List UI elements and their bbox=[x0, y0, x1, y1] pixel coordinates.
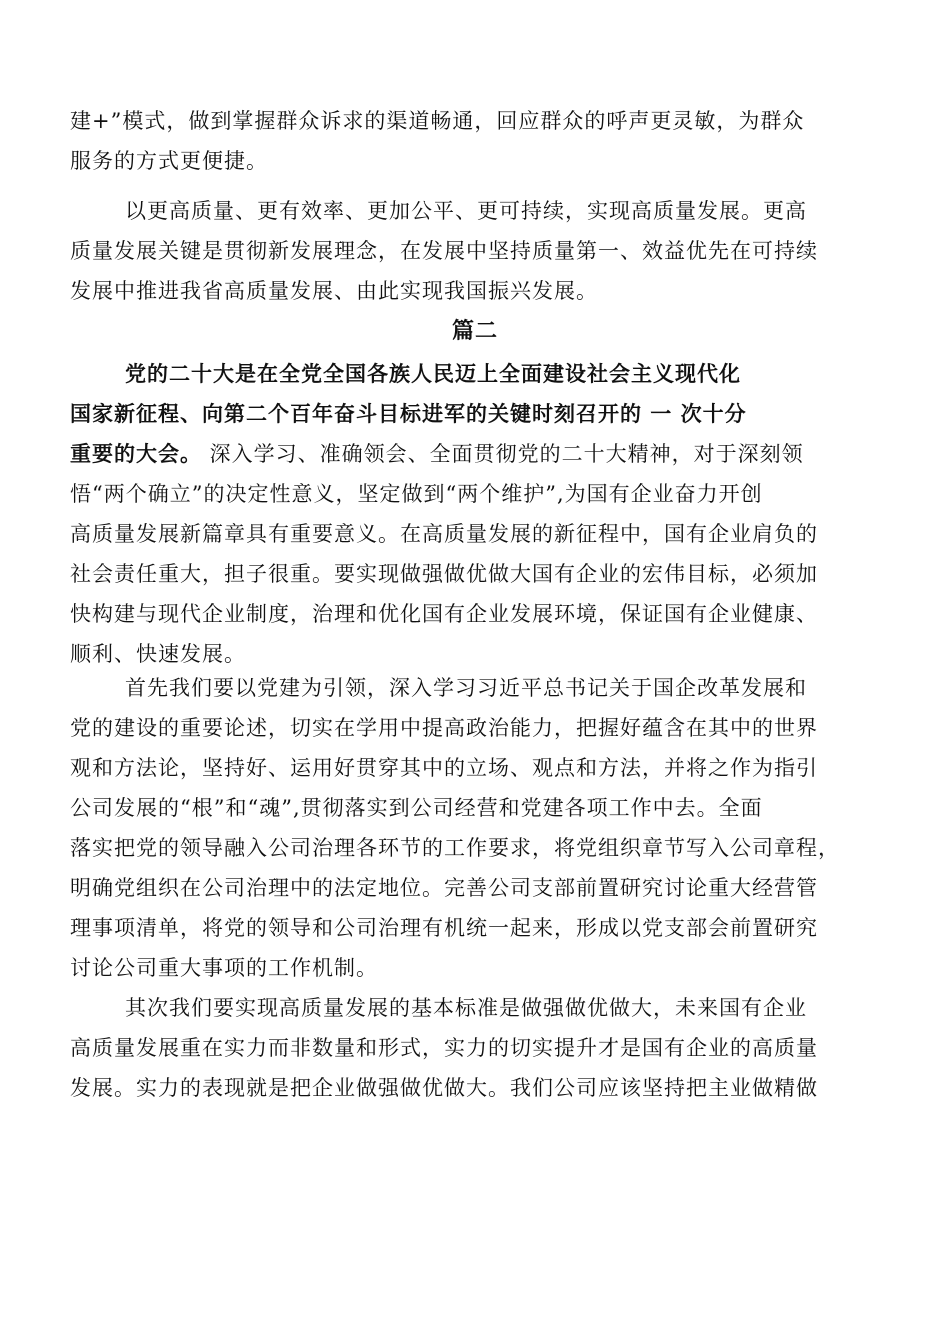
text-line: 质量发展关键是贯彻新发展理念，在发展中坚持质量第一、效益优先在可持续 bbox=[70, 239, 818, 263]
text-line-mixed bbox=[70, 434, 880, 474]
text-line: 高质量发展重在实力而非数量和形式，实力的切实提升才是国有企业的高质量 bbox=[70, 1036, 818, 1060]
text-line: 社会责任重大，担子很重。要实现做强做优做大国有企业的宏伟目标，必须加 bbox=[70, 562, 818, 586]
text-line: 观和方法论，坚持好、运用好贯穿其中的立场、观点和方法，并将之作为指引 bbox=[70, 756, 818, 780]
paragraph-1 bbox=[70, 101, 880, 181]
paragraph-4 bbox=[70, 668, 880, 988]
text-line: 以更高质量、更有效率、更加公平、更可持续，实现高质量发展。更高 bbox=[125, 199, 807, 223]
text-line: 其次我们要实现高质量发展的基本标准是做强做优做大，未来国有企业 bbox=[125, 996, 807, 1020]
text-line: 公司发展的“根”和“魂”,贯彻落实到公司经营和党建各项工作中去。全面 bbox=[70, 796, 763, 820]
text-line: 发展中推进我省高质量发展、由此实现我国振兴发展。 bbox=[70, 279, 598, 303]
text-line: 高质量发展新篇章具有重要意义。在高质量发展的新征程中，国有企业肩负的 bbox=[70, 522, 818, 546]
text-line: 服务的方式更便捷。 bbox=[70, 149, 268, 173]
text-line: 明确党组织在公司治理中的法定地位。完善公司支部前置研究讨论重大经营管 bbox=[70, 876, 818, 900]
text-line: 建+”模式，做到掌握群众诉求的渠道畅通，回应群众的呼声更灵敏，为群众 bbox=[70, 109, 805, 133]
text-run: 深入学习、准确领会、全面贯彻党的二十大精神，对于深刻领 bbox=[202, 442, 804, 466]
text-line: 党的建设的重要论述，切实在学用中提高政治能力，把握好蕴含在其中的世界 bbox=[70, 716, 818, 740]
section-heading: 篇二 bbox=[451, 319, 498, 344]
bold-phrase: 重要的大会。 bbox=[70, 441, 202, 466]
text-line: 顺利、快速发展。 bbox=[70, 642, 246, 666]
paragraph-2 bbox=[70, 191, 880, 311]
text-line: 理事项清单，将党的领导和公司治理有机统一起来，形成以党支部会前置研究 bbox=[70, 916, 818, 940]
text-line: 讨论公司重大事项的工作机制。 bbox=[70, 956, 378, 980]
text-line: 发展。实力的表现就是把企业做强做优做大。我们公司应该坚持把主业做精做 bbox=[70, 1076, 818, 1100]
text-line: 首先我们要以党建为引领，深入学习习近平总书记关于国企改革发展和 bbox=[125, 676, 807, 700]
text-line: 悟“两个确立”的决定性意义，坚定做到“两个维护”,为国有企业奋力开创 bbox=[70, 482, 763, 506]
text-line: 落实把党的领导融入公司治理各环节的工作要求，将党组织章节写入公司章程， bbox=[70, 836, 840, 860]
paragraph-5 bbox=[70, 988, 880, 1108]
text-line-bold: 党的二十大是在全党全国各族人民迈上全面建设社会主义现代化 bbox=[125, 361, 741, 386]
paragraph-3 bbox=[70, 354, 880, 674]
text-line: 快构建与现代企业制度，治理和优化国有企业发展环境，保证国有企业健康、 bbox=[70, 602, 818, 626]
text-line-bold: 国家新征程、向第二个百年奋斗目标进军的关键时刻召开的 一 次十分 bbox=[70, 401, 747, 426]
